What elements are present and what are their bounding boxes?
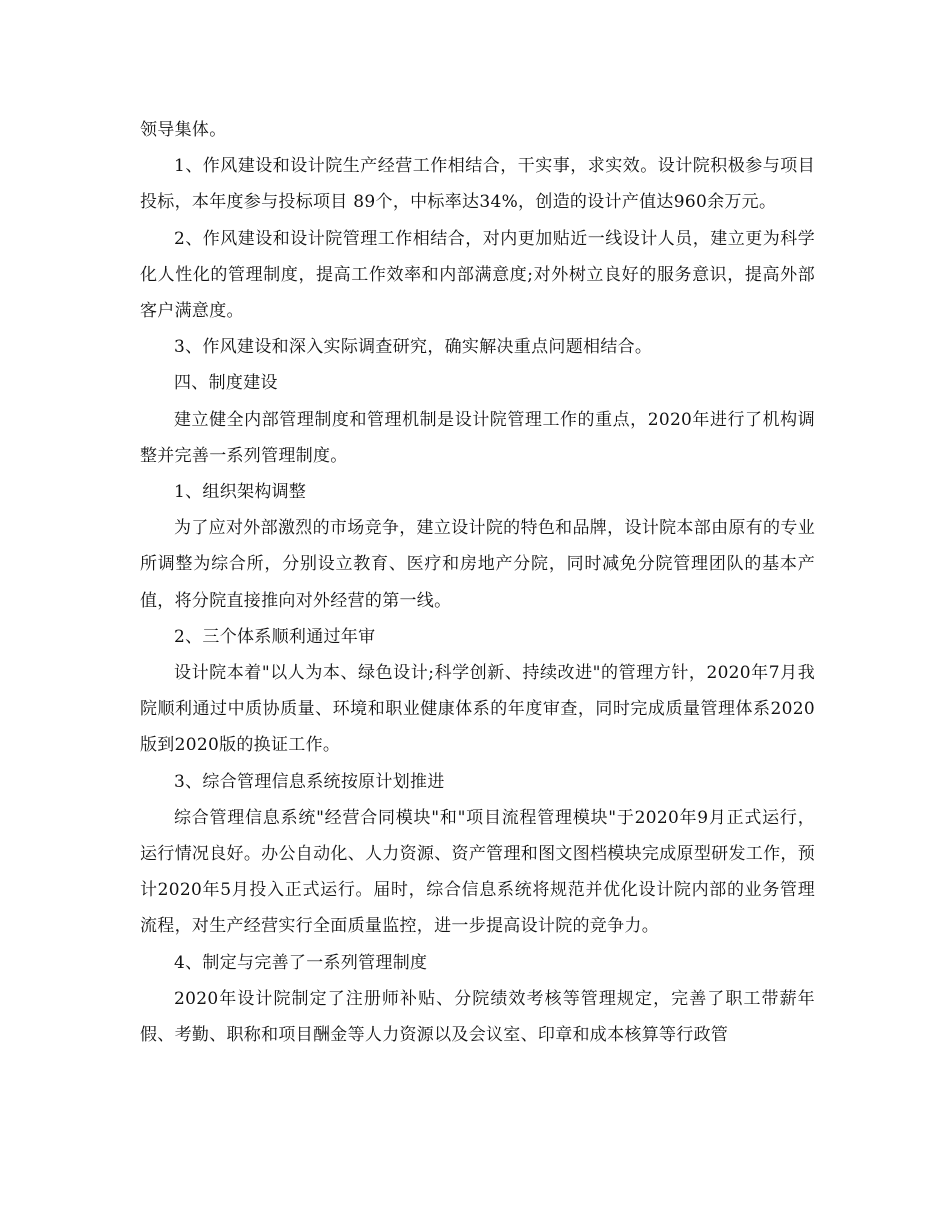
document-body	[140, 112, 815, 1053]
subheading-management-rules: 4、制定与完善了一系列管理制度	[174, 952, 428, 973]
subheading-annual-audit: 2、三个体系顺利通过年审	[174, 626, 376, 647]
paragraph-continuation: 领导集体。	[140, 120, 227, 140]
section-heading-system-building: 四、制度建设	[174, 373, 278, 394]
paragraph-item-2: 2、作风建设和设计院管理工作相结合，对内更加贴近一线设计人员，建立更为科学化人性化的管理制度，提高工作效率和内部满意度;对外树立良好的服务意识，提高外部客户满意度。	[140, 228, 815, 322]
paragraph-info-system: 综合管理信息系统"经营合同模块"和"项目流程管理模块"于2020年9月正式运行，运行情况良好。办公自动化、人力资源、资产管理和图文图档模块完成原型研发工作，预计2020年5月投入正式运行。届时，综合信息系统将规范并优化设计院内部的业务管理流程，对生产经营实行全面质量监控，进一步提高设计院的竞争力。	[140, 807, 815, 937]
paragraph-item-3: 3、作风建设和深入实际调查研究，确实解决重点问题相结合。	[174, 337, 653, 358]
paragraph-section-intro: 建立健全内部管理制度和管理机制是设计院管理工作的重点，2020年进行了机构调整并完善一系列管理制度。	[140, 409, 815, 466]
subheading-org-structure: 1、组织架构调整	[174, 482, 307, 503]
paragraph-item-1: 1、作风建设和设计院生产经营工作相结合，干实事，求实效。设计院积极参与项目投标，本年度参与投标项目 89个，中标率达34%，创造的设计产值达960余万元。	[140, 156, 815, 213]
subheading-info-system: 3、综合管理信息系统按原计划推进	[174, 771, 445, 792]
paragraph-org-structure: 为了应对外部激烈的市场竞争，建立设计院的特色和品牌，设计院本部由原有的专业所调整为综合所，分别设立教育、医疗和房地产分院，同时减免分院管理团队的基本产值，将分院直接推向对外经营的第一线。	[140, 518, 815, 611]
paragraph-annual-audit: 设计院本着"以人为本、绿色设计;科学创新、持续改进"的管理方针，2020年7月我院顺利通过中质协质量、环境和职业健康体系的年度审查，同时完成质量管理体系2020版到2020版的换证工作。	[140, 663, 815, 756]
paragraph-management-rules: 2020年设计院制定了注册师补贴、分院绩效考核等管理规定，完善了职工带薪年假、考勤、职称和项目酬金等人力资源以及会议室、印章和成本核算等行政管	[140, 988, 815, 1046]
